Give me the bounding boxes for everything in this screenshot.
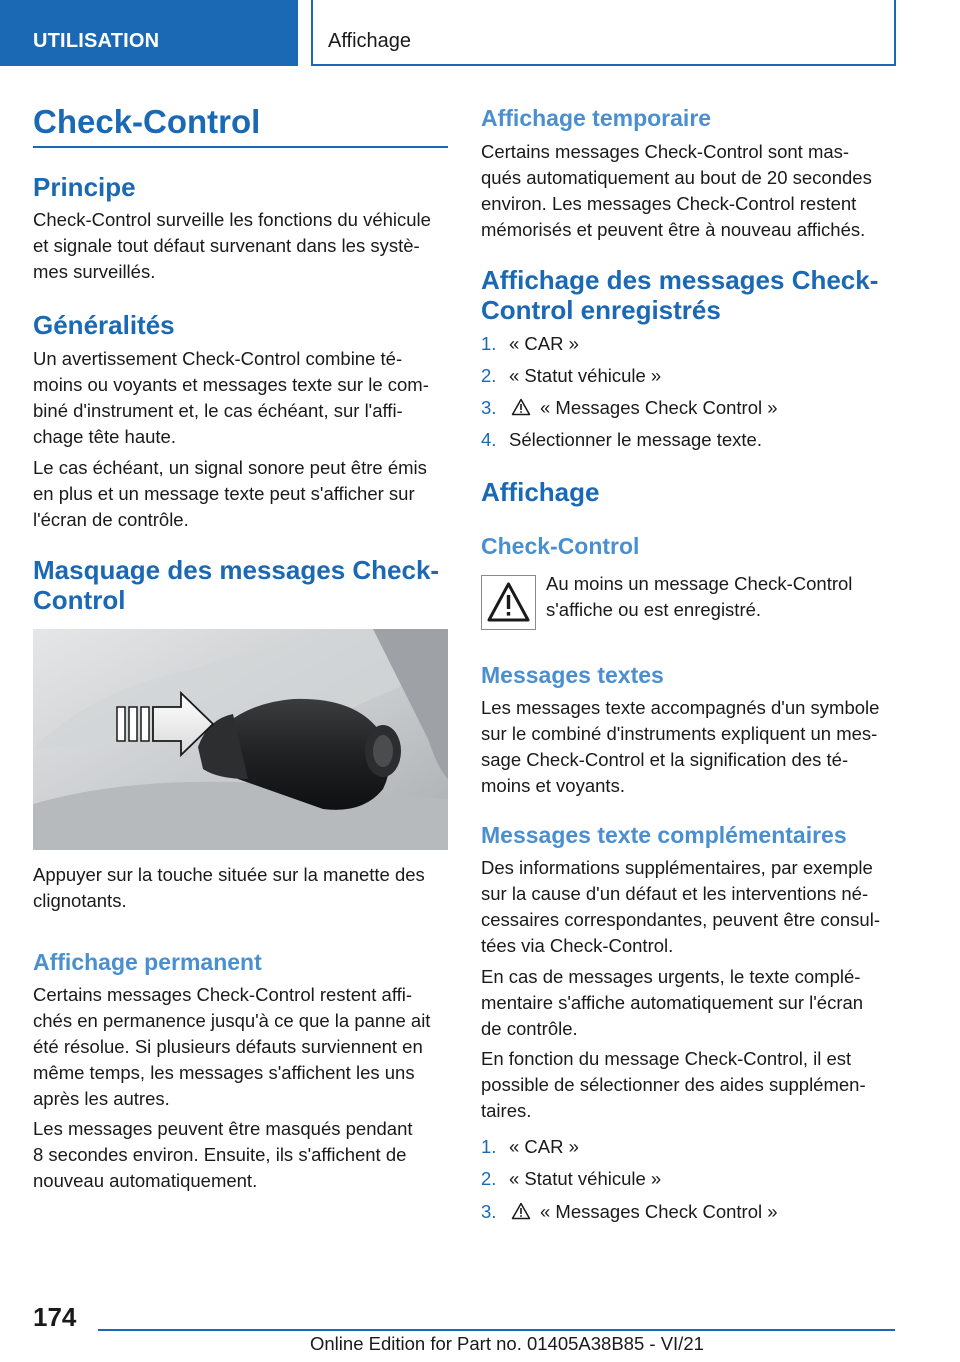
- heading-enregistres-line-2: Control enregistrés: [481, 295, 721, 325]
- step-text: « Messages Check Control »: [540, 397, 778, 418]
- page-title: Check-Control: [33, 103, 261, 140]
- permanent-p2-line-1: Les messages peuvent être masqués pendant: [33, 1118, 413, 1139]
- step-text: « Statut véhicule »: [509, 365, 662, 386]
- principe-line-1: Check-Control surveille les fonctions du véhicule: [33, 209, 431, 230]
- turn-signal-stalk-illustration: [33, 629, 448, 850]
- generalites-p2-line-2: en plus et un message texte peut s'afficher sur: [33, 483, 415, 504]
- generalites-p2-line-1: Le cas échéant, un signal sonore peut être émis: [33, 457, 427, 478]
- step-number: 4.: [481, 429, 497, 450]
- step-number: 3.: [481, 1201, 497, 1222]
- warning-triangle-icon: [482, 576, 535, 629]
- header-subsection-label: Affichage: [328, 30, 412, 52]
- complementaires-p1-line-1: Des informations supplémentaires, par exemple: [481, 857, 873, 878]
- permanent-p1-line-5: après les autres.: [33, 1088, 170, 1109]
- masquage-caption-line-1: Appuyer sur la touche située sur la manette des: [33, 864, 425, 885]
- temporaire-line-4: mémorisés et peuvent être à nouveau affichés.: [481, 219, 866, 240]
- complementaires-p1-line-4: tées via Check-Control.: [481, 935, 674, 956]
- masquage-caption-line-2: clignotants.: [33, 890, 127, 911]
- heading-enregistres-line-1: Affichage des messages Check-: [481, 265, 879, 295]
- step-number: 1.: [481, 333, 497, 354]
- warning-triangle-icon: [511, 398, 531, 416]
- warning-triangle-icon: [511, 1202, 531, 1220]
- step-text: Sélectionner le message texte.: [509, 429, 762, 450]
- complementaires-p3-line-2: possible de sélectionner des aides supplémen-: [481, 1074, 866, 1095]
- step-number: 2.: [481, 365, 497, 386]
- complementaires-p3-line-1: En fonction du message Check-Control, il est: [481, 1048, 852, 1069]
- heading-generalites: Généralités: [33, 310, 175, 340]
- page-number: 174: [33, 1302, 77, 1332]
- heading-check-control: Check-Control: [481, 533, 640, 559]
- temporaire-line-1: Certains messages Check-Control sont mas-: [481, 141, 850, 162]
- heading-affichage-permanent: Affichage permanent: [33, 949, 262, 975]
- permanent-p1-line-4: même temps, les messages s'affichent les uns: [33, 1062, 415, 1083]
- textes-line-1: Les messages texte accompagnés d'un symbole: [481, 697, 880, 718]
- heading-affichage: Affichage: [481, 477, 600, 507]
- step-number: 2.: [481, 1168, 497, 1189]
- complementaires-p1-line-2: sur la cause d'un défaut et les interventions né-: [481, 883, 869, 904]
- heading-messages-complementaires: Messages texte complémentaires: [481, 822, 847, 848]
- heading-masquage-line-1: Masquage des messages Check-: [33, 555, 440, 585]
- textes-line-4: moins et voyants.: [481, 775, 625, 796]
- textes-line-3: sage Check-Control et la signification des té-: [481, 749, 849, 770]
- permanent-p1-line-3: été résolue. Si plusieurs défauts surviennent en: [33, 1036, 423, 1057]
- permanent-p1-line-1: Certains messages Check-Control restent affi-: [33, 984, 413, 1005]
- complementaires-p2-line-1: En cas de messages urgents, le texte complé-: [481, 966, 861, 987]
- step-text: « CAR »: [509, 333, 579, 354]
- generalites-p2-line-3: l'écran de contrôle.: [33, 509, 189, 530]
- step-text: « Statut véhicule »: [509, 1168, 662, 1189]
- generalites-p1-line-1: Un avertissement Check-Control combine té-: [33, 348, 403, 369]
- complementaires-p1-line-3: cessaires correspondantes, peuvent être consul-: [481, 909, 880, 930]
- heading-principe: Principe: [33, 172, 136, 202]
- footer-edition: Online Edition for Part no. 01405A38B85 - VI/21: [310, 1333, 704, 1354]
- heading-messages-textes: Messages textes: [481, 662, 664, 688]
- step-number: 3.: [481, 397, 497, 418]
- principe-line-3: mes surveillés.: [33, 261, 156, 282]
- complementaires-p3-line-3: taires.: [481, 1100, 532, 1121]
- generalites-p1-line-4: chage tête haute.: [33, 426, 176, 447]
- step-text: « Messages Check Control »: [540, 1201, 778, 1222]
- step-text: « CAR »: [509, 1136, 579, 1157]
- principe-line-2: et signale tout défaut survenant dans les systè-: [33, 235, 420, 256]
- textes-line-2: sur le combiné d'instruments expliquent un mes-: [481, 723, 878, 744]
- heading-masquage-line-2: Control: [33, 585, 126, 615]
- header-section-tab: [0, 0, 298, 66]
- complementaires-p2-line-2: mentaire s'affiche automatiquement sur l'écran: [481, 992, 864, 1013]
- footer-rule: [98, 1329, 895, 1331]
- temporaire-line-3: environ. Les messages Check-Control restent: [481, 193, 857, 214]
- generalites-p1-line-3: biné d'instrument et, le cas échéant, sur l'affi-: [33, 400, 403, 421]
- check-control-symbol: [481, 575, 536, 630]
- check-control-line-1: Au moins un message Check-Control: [546, 573, 853, 594]
- header-section-label: UTILISATION: [33, 30, 160, 52]
- generalites-p1-line-2: moins ou voyants et messages texte sur le com-: [33, 374, 429, 395]
- complementaires-p2-line-3: de contrôle.: [481, 1018, 578, 1039]
- temporaire-line-2: qués automatiquement au bout de 20 secondes: [481, 167, 872, 188]
- check-control-line-2: s'affiche ou est enregistré.: [546, 599, 762, 620]
- permanent-p2-line-2: 8 secondes environ. Ensuite, ils s'affichent de: [33, 1144, 407, 1165]
- heading-affichage-temporaire: Affichage temporaire: [481, 105, 712, 131]
- title-rule: [33, 146, 448, 148]
- header-subsection-tab: [311, 0, 896, 66]
- permanent-p1-line-2: chés en permanence jusqu'à ce que la panne ait: [33, 1010, 431, 1031]
- step-number: 1.: [481, 1136, 497, 1157]
- stalk-illustration-drawing: [33, 629, 448, 850]
- permanent-p2-line-3: nouveau automatiquement.: [33, 1170, 258, 1191]
